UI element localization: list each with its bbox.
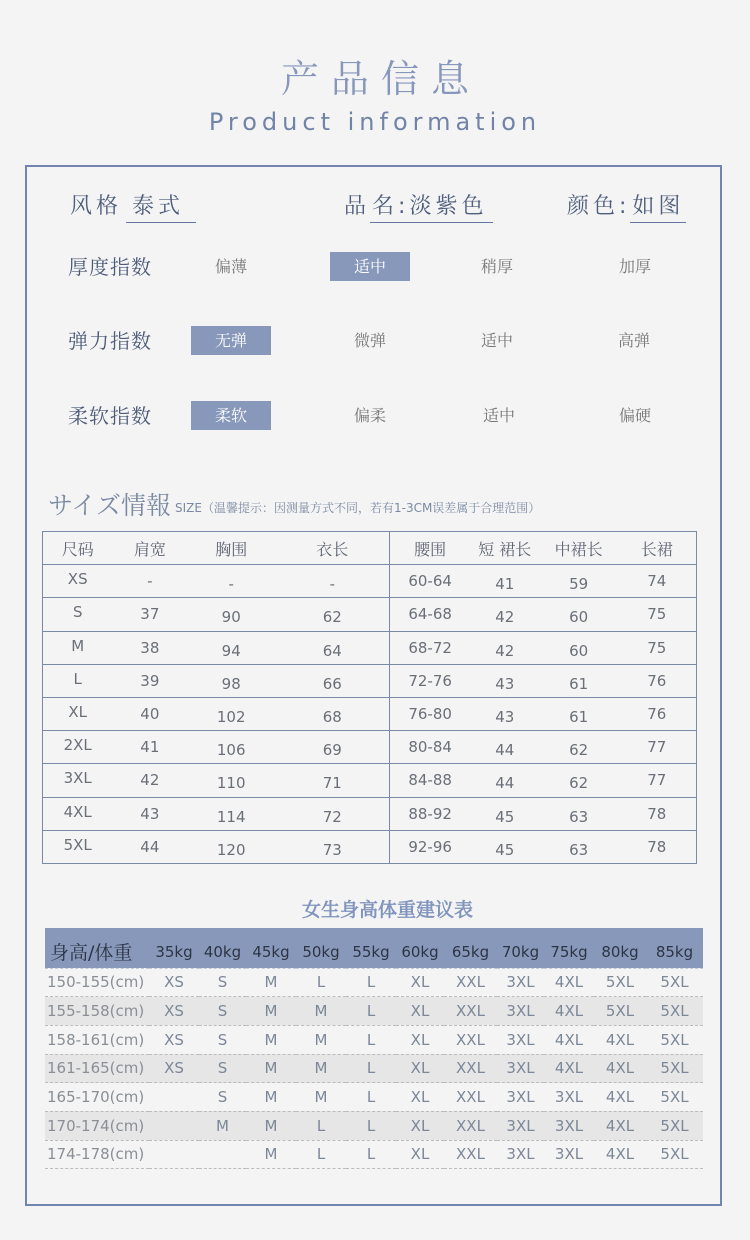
recommended-size: 5XL <box>646 1111 703 1140</box>
size-table <box>42 531 697 864</box>
size-cell: 78 <box>618 797 697 830</box>
weight-header: 70kg <box>497 928 544 968</box>
recommended-size: 3XL <box>497 968 544 997</box>
column-header: 腰围 <box>390 532 470 565</box>
size-cell: 69 <box>275 731 390 764</box>
size-cell: 41 <box>470 565 540 598</box>
size-row <box>43 631 697 664</box>
recommended-size: 3XL <box>497 1140 544 1169</box>
height-row <box>45 1025 703 1054</box>
size-cell: 76 <box>618 664 697 697</box>
size-label: XS <box>43 565 113 598</box>
size-cell: 72 <box>275 797 390 830</box>
height-range: 155-158(cm) <box>45 997 149 1026</box>
index-option: 高弹 <box>617 331 650 350</box>
size-cell: 74 <box>618 565 697 598</box>
recommended-size: XXL <box>444 1083 497 1112</box>
size-cell: 84-88 <box>390 764 470 797</box>
recommended-size: 3XL <box>497 997 544 1026</box>
recommended-size: S <box>199 1054 246 1083</box>
recommended-size: L <box>346 997 396 1026</box>
size-label: XL <box>43 697 113 730</box>
size-cell: 68 <box>275 697 390 730</box>
column-header: 中裙长 <box>540 532 618 565</box>
recommended-size: L <box>296 1111 346 1140</box>
recommended-size: 5XL <box>646 997 703 1026</box>
recommended-size: M <box>246 1111 296 1140</box>
height-row <box>45 1140 703 1169</box>
recommended-size: L <box>346 1083 396 1112</box>
recommended-size: M <box>296 1054 346 1083</box>
size-cell: 38 <box>112 631 187 664</box>
size-cell: 44 <box>470 731 540 764</box>
size-cell: 80-84 <box>390 731 470 764</box>
size-cell: 60-64 <box>390 565 470 598</box>
size-cell: 39 <box>112 664 187 697</box>
size-cell: 61 <box>540 697 618 730</box>
index-label: 厚度指数 <box>68 255 152 279</box>
recommended-size: 4XL <box>594 1111 646 1140</box>
size-cell: 64 <box>275 631 390 664</box>
size-cell: 43 <box>112 797 187 830</box>
size-cell: 45 <box>470 797 540 830</box>
height-row <box>45 997 703 1026</box>
index-option: 加厚 <box>618 257 651 276</box>
recommended-size: 3XL <box>497 1054 544 1083</box>
recommended-size: 4XL <box>544 1054 594 1083</box>
name-info <box>344 189 493 223</box>
size-cell: 42 <box>470 631 540 664</box>
size-cell: 92-96 <box>390 830 470 863</box>
recommended-size <box>149 1111 199 1140</box>
height-range: 170-174(cm) <box>45 1111 149 1140</box>
recommended-size: 4XL <box>544 968 594 997</box>
size-cell: 43 <box>470 697 540 730</box>
page-subtitle: Product information <box>208 108 542 136</box>
size-cell: 62 <box>275 598 390 631</box>
index-label: 弹力指数 <box>68 329 152 353</box>
height-row <box>45 1054 703 1083</box>
size-row <box>43 697 697 730</box>
recommended-size: 4XL <box>594 1054 646 1083</box>
recommended-size: XS <box>149 1054 199 1083</box>
size-table-header <box>43 532 697 565</box>
thickness-index-row <box>0 252 750 282</box>
column-header: 肩宽 <box>112 532 187 565</box>
recommended-size: L <box>296 968 346 997</box>
size-cell: 76-80 <box>390 697 470 730</box>
height-row <box>45 968 703 997</box>
recommended-size: M <box>246 968 296 997</box>
recommended-size: 5XL <box>646 1083 703 1112</box>
size-heading-note: SIZE（温馨提示：因测量方式不同，若有1-3CM误差属于合理范围） <box>175 501 541 515</box>
size-label: 2XL <box>43 731 113 764</box>
recommended-size: S <box>199 1083 246 1112</box>
index-option: 适中 <box>480 331 513 350</box>
recommended-size: XL <box>396 1083 444 1112</box>
weight-header: 80kg <box>594 928 646 968</box>
recommended-size: XL <box>396 968 444 997</box>
recommended-size: 5XL <box>646 968 703 997</box>
recommended-size: S <box>199 997 246 1026</box>
size-cell: 41 <box>112 731 187 764</box>
name-value: 名:淡紫色 <box>370 189 493 223</box>
size-label: L <box>43 664 113 697</box>
recommended-size: 3XL <box>497 1111 544 1140</box>
size-cell: 61 <box>540 664 618 697</box>
size-cell: 45 <box>470 830 540 863</box>
recommended-size: L <box>346 1111 396 1140</box>
size-heading-title: サイズ情報 <box>48 491 172 520</box>
size-cell: 60 <box>540 598 618 631</box>
size-label: 5XL <box>43 830 113 863</box>
size-row <box>43 830 697 863</box>
recommended-size: XS <box>149 968 199 997</box>
weight-header: 35kg <box>149 928 199 968</box>
index-option: 稍厚 <box>480 257 513 276</box>
recommended-size: XS <box>149 1025 199 1054</box>
size-cell: 102 <box>187 697 275 730</box>
size-cell: 106 <box>187 731 275 764</box>
column-header: 衣长 <box>275 532 390 565</box>
size-cell: 76 <box>618 697 697 730</box>
recommended-size: XS <box>149 997 199 1026</box>
size-row <box>43 664 697 697</box>
size-cell: 90 <box>187 598 275 631</box>
index-option: 偏硬 <box>618 406 651 425</box>
size-row <box>43 598 697 631</box>
size-row <box>43 797 697 830</box>
size-label: M <box>43 631 113 664</box>
recommended-size: 3XL <box>544 1083 594 1112</box>
style-value: 泰式 <box>126 189 196 223</box>
size-cell: 37 <box>112 598 187 631</box>
recommended-size: M <box>246 1054 296 1083</box>
size-cell: 62 <box>540 731 618 764</box>
weight-header: 75kg <box>544 928 594 968</box>
recommended-size: M <box>296 997 346 1026</box>
weight-header: 60kg <box>396 928 444 968</box>
size-row <box>43 731 697 764</box>
size-cell: - <box>187 565 275 598</box>
recommended-size: L <box>346 968 396 997</box>
size-label: 4XL <box>43 797 113 830</box>
recommended-size: XL <box>396 1140 444 1169</box>
size-cell: 72-76 <box>390 664 470 697</box>
recommended-size: XXL <box>444 1111 497 1140</box>
weight-header: 40kg <box>199 928 246 968</box>
recommended-size: L <box>346 1025 396 1054</box>
recommended-size: XXL <box>444 1140 497 1169</box>
size-cell: 75 <box>618 631 697 664</box>
index-option: 偏薄 <box>214 257 247 276</box>
recommended-size: 4XL <box>594 1083 646 1112</box>
style-label: 风格 <box>70 194 123 219</box>
size-cell: 77 <box>618 731 697 764</box>
weight-header: 85kg <box>646 928 703 968</box>
recommended-size: M <box>246 1083 296 1112</box>
size-cell: 78 <box>618 830 697 863</box>
size-cell: 71 <box>275 764 390 797</box>
size-cell: 59 <box>540 565 618 598</box>
column-header: 尺码 <box>43 532 113 565</box>
height-weight-corner: 身高/体重 <box>45 928 149 968</box>
recommended-size: M <box>246 1140 296 1169</box>
height-range: 165-170(cm) <box>45 1083 149 1112</box>
size-cell: 120 <box>187 830 275 863</box>
size-cell: 114 <box>187 797 275 830</box>
recommended-size: XXL <box>444 997 497 1026</box>
height-range: 150-155(cm) <box>45 968 149 997</box>
recommended-size: XXL <box>444 968 497 997</box>
size-cell: 62 <box>540 764 618 797</box>
basic-info-row <box>0 183 750 223</box>
index-option-selected: 柔软 <box>191 401 271 430</box>
recommended-size: M <box>246 997 296 1026</box>
recommended-size: XL <box>396 1025 444 1054</box>
recommended-size: S <box>199 968 246 997</box>
index-option: 微弹 <box>353 331 386 350</box>
recommended-size: 4XL <box>594 1025 646 1054</box>
size-cell: 40 <box>112 697 187 730</box>
color-info <box>567 189 686 223</box>
size-cell: 75 <box>618 598 697 631</box>
height-range: 161-165(cm) <box>45 1054 149 1083</box>
recommended-size: M <box>199 1111 246 1140</box>
size-label: 3XL <box>43 764 113 797</box>
recommended-size: XXL <box>444 1025 497 1054</box>
page-title: 产品信息 <box>280 57 481 101</box>
recommended-size: 5XL <box>646 1140 703 1169</box>
recommended-size: XL <box>396 997 444 1026</box>
size-row <box>43 764 697 797</box>
size-cell: 60 <box>540 631 618 664</box>
size-cell: 77 <box>618 764 697 797</box>
index-option-selected: 无弹 <box>191 326 271 355</box>
size-cell: 44 <box>470 764 540 797</box>
recommended-size: XXL <box>444 1054 497 1083</box>
size-cell: 94 <box>187 631 275 664</box>
size-cell: 64-68 <box>390 598 470 631</box>
recommended-size <box>149 1083 199 1112</box>
recommended-size: 3XL <box>544 1140 594 1169</box>
recommended-size: 5XL <box>646 1025 703 1054</box>
size-cell: 43 <box>470 664 540 697</box>
size-cell: 42 <box>112 764 187 797</box>
recommended-size: 4XL <box>594 1140 646 1169</box>
height-range: 174-178(cm) <box>45 1140 149 1169</box>
size-cell: 42 <box>470 598 540 631</box>
recommended-size <box>199 1140 246 1169</box>
style-info <box>70 189 196 223</box>
recommend-title: 女生身高体重建议表 <box>301 899 473 921</box>
height-row <box>45 1111 703 1140</box>
recommended-size: 5XL <box>594 968 646 997</box>
column-header: 胸围 <box>187 532 275 565</box>
column-header: 短 裙长 <box>470 532 540 565</box>
index-label: 柔软指数 <box>68 404 152 428</box>
recommended-size: 4XL <box>544 997 594 1026</box>
recommended-size: 3XL <box>497 1025 544 1054</box>
recommended-size: 5XL <box>646 1054 703 1083</box>
size-cell: 98 <box>187 664 275 697</box>
recommended-size: M <box>296 1025 346 1054</box>
size-cell: 110 <box>187 764 275 797</box>
softness-index-row <box>0 401 750 431</box>
recommended-size: M <box>296 1083 346 1112</box>
recommended-size: 3XL <box>544 1111 594 1140</box>
weight-header-row <box>45 928 703 968</box>
height-row <box>45 1083 703 1112</box>
recommended-size: 3XL <box>497 1083 544 1112</box>
size-cell: 63 <box>540 797 618 830</box>
index-option: 适中 <box>482 406 515 425</box>
recommended-size: L <box>296 1140 346 1169</box>
size-cell: 44 <box>112 830 187 863</box>
weight-header: 55kg <box>346 928 396 968</box>
weight-header: 65kg <box>444 928 497 968</box>
recommended-size: 5XL <box>594 997 646 1026</box>
size-cell: 88-92 <box>390 797 470 830</box>
color-value: 如图 <box>630 189 686 223</box>
recommended-size: S <box>199 1025 246 1054</box>
size-info-heading <box>48 486 540 522</box>
recommended-size: M <box>246 1025 296 1054</box>
size-cell: 63 <box>540 830 618 863</box>
size-cell: 68-72 <box>390 631 470 664</box>
size-cell: - <box>275 565 390 598</box>
recommended-size <box>149 1140 199 1169</box>
recommended-size: XL <box>396 1054 444 1083</box>
color-label: 颜色: <box>567 194 631 219</box>
index-option: 偏柔 <box>353 406 386 425</box>
height-weight-table <box>45 928 703 1169</box>
recommended-size: L <box>346 1054 396 1083</box>
height-range: 158-161(cm) <box>45 1025 149 1054</box>
weight-header: 50kg <box>296 928 346 968</box>
recommended-size: 4XL <box>544 1025 594 1054</box>
size-cell: 66 <box>275 664 390 697</box>
size-row <box>43 565 697 598</box>
column-header: 长裙 <box>618 532 697 565</box>
size-cell: 73 <box>275 830 390 863</box>
size-cell: - <box>112 565 187 598</box>
weight-header: 45kg <box>246 928 296 968</box>
index-option-selected: 适中 <box>330 252 410 281</box>
size-label: S <box>43 598 113 631</box>
name-label: 品 <box>344 194 371 219</box>
recommended-size: XL <box>396 1111 444 1140</box>
elasticity-index-row <box>0 326 750 356</box>
recommended-size: L <box>346 1140 396 1169</box>
